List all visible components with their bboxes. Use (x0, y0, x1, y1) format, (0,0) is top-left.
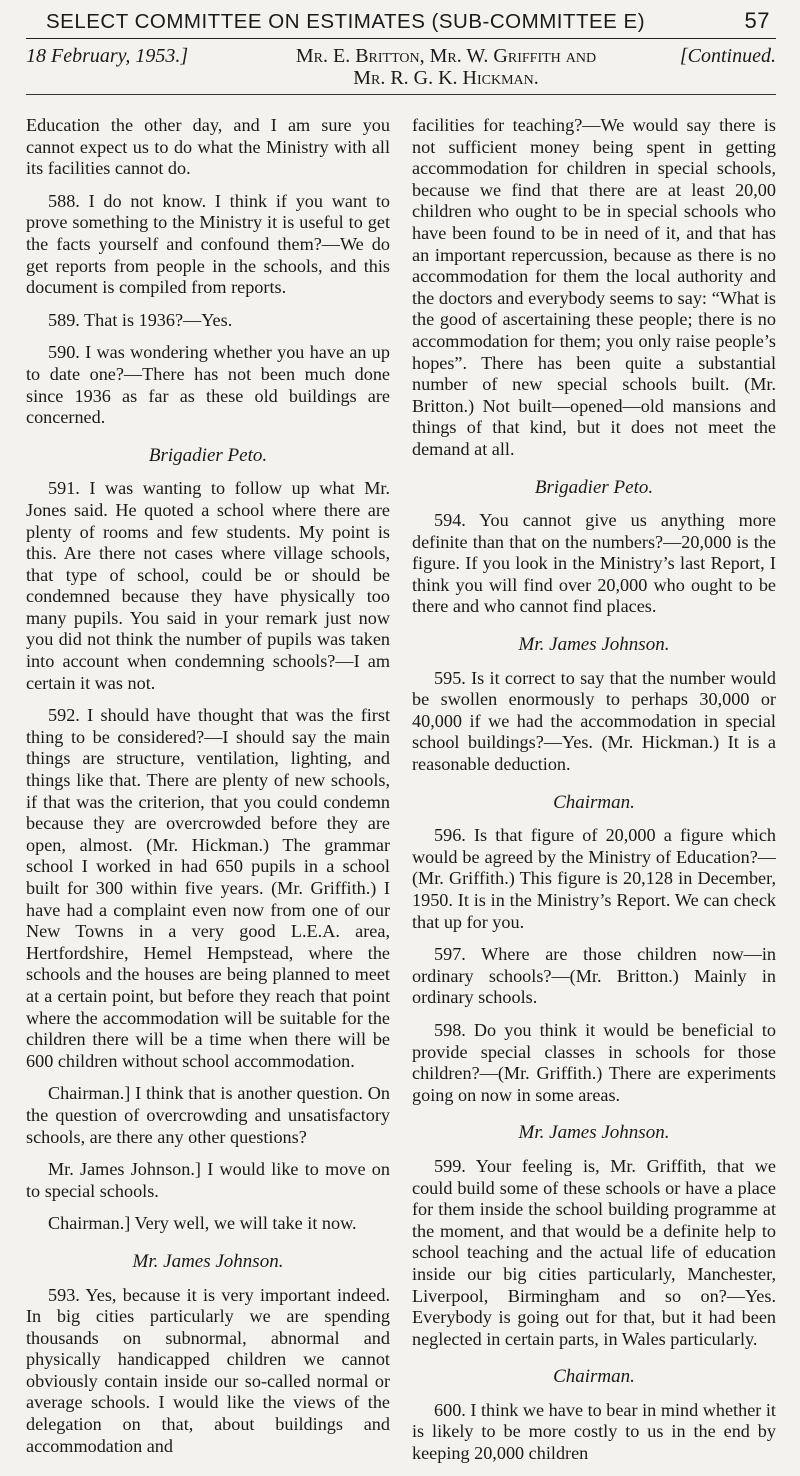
hearing-date: 18 February, 1953.] (26, 45, 189, 67)
question-592: 592. I should have thought that was the first thing to be considered?—I should say the main things are structure, ventilation, lighting, and things like that. There are plenty of new schools, if that was the criterion, that you could condemn because they are overcrowded before they are open, almost. (Mr. Hickman.) The grammar school I worked in had 650 pupils in a school built for 300 within five years. (Mr. Griffith.) I have had a complaint even now from one of our New Towns in a very good L.E.A. area, Hertfordshire, Hemel Hempstead, where the schools and the houses are being planned to meet at a certain point, but before they reach that point where the accommodation will be suitable for the children there will be a time when there will be 600 children without school accommodation. (26, 705, 390, 1071)
speaker-heading: Chairman. (553, 1366, 635, 1388)
left-column (26, 115, 390, 1476)
speaker-heading: Brigadier Peto. (148, 444, 268, 466)
question-595: 595. Is it correct to say that the number would be swollen enormously to perhaps 30,000 or 40,000 if we had the accommodation in special school buildings?—Yes. (Mr. Hickman.) It is a reasonable deduction. (412, 667, 776, 775)
question-593: 593. Yes, because it is very important indeed. In big cities particularly we are spending thousands on subnormal, abnormal and physically handicapped children we cannot obviously contain inside our so-called normal or average schools. I would like the views of the delegation on that, about buildings and accommodation and (26, 1284, 390, 1456)
witness-line (26, 39, 776, 94)
question-590: 590. I was wondering whether you have an up to date one?—There has not been much done since 1936 as far as these old buildings are concerned. (26, 342, 390, 428)
witness-names-line-1: Mr. E. Britton, Mr. W. Griffith and (295, 45, 597, 67)
paragraph: facilities for teaching?—We would say there is not sufficient money being spent in getting accommodation for children in special schools, because we find that there are at least 20,00 children who ought to be in special schools who have been found to be in need of it, and that has an important repercussion, because as there is no accommodation for them the local authority and the doctors and everybody seems to say: “What is the good of ascertaining these people; there is no accommodation for them; you only raise people’s hopes”. There has been quite a substantial number of new special schools built. (Mr. Britton.) Not built—opened—old mansions and things of that kind, but it does not meet the demand at all. (412, 115, 776, 459)
question-594: 594. You cannot give us anything more definite than that on the numbers?—20,000 is the figure. If you look in the Ministry’s last Report, I think you will find over 20,000 who ought to be there and who cannot find places. (412, 510, 776, 617)
question-589: 589. That is 1936?—Yes. (48, 309, 233, 330)
chairman-remark: Chairman.] I think that is another question. On the question of overcrowding and unsatisfactory schools, are there any other questions? (26, 1083, 390, 1147)
right-column (412, 115, 776, 1476)
page-number: 57 (744, 8, 770, 33)
johnson-remark: Mr. James Johnson.] I would like to move on to special schools. (26, 1159, 390, 1201)
speaker-heading: Chairman. (553, 791, 635, 813)
witness-names (216, 45, 656, 89)
witness-rule (26, 94, 776, 95)
speaker-heading: Mr. James Johnson. (518, 1122, 670, 1144)
question-598: 598. Do you think it would be beneficial to provide special classes in schools for those children?—(Mr. Griffith.) There are experiments going on now in some areas. (412, 1019, 776, 1105)
text-columns (26, 115, 776, 1476)
chairman-remark: Chairman.] Very well, we will take it now. (48, 1213, 357, 1234)
speaker-heading: Brigadier Peto. (534, 476, 654, 498)
speaker-heading: Mr. James Johnson. (518, 634, 670, 656)
question-596: 596. Is that figure of 20,000 a figure which would be agreed by the Ministry of Education?—(Mr. Griffith.) This figure is 20,128 in December, 1950. It is in the Ministry’s Report. We can check that up for you. (412, 825, 776, 932)
running-head (26, 0, 776, 34)
speaker-heading: Mr. James Johnson. (132, 1250, 284, 1272)
question-588: 588. I do not know. I think if you want to prove something to the Ministry it is useful to get the facts yourself and confound them?—We do get reports from people in the schools, and this document is compiled from reports. (26, 190, 390, 298)
running-title: SELECT COMMITTEE ON ESTIMATES (SUB-COMMITTEE E) (46, 10, 646, 33)
continued-marker: [Continued. (679, 45, 776, 67)
witness-names-line-2: Mr. R. G. K. Hickman. (353, 67, 539, 89)
question-591: 591. I was wanting to follow up what Mr. Jones said. He quoted a school where there are plenty of rooms and few students. My point is this. Are there not cases where village schools, that type of school, could be or should be condemned because they have physically too many pupils. You said in your remark just now you did not think the number of pupils was taken into account when condemning schools?—I am certain it was not. (26, 478, 390, 693)
question-597: 597. Where are those children now—in ordinary schools?—(Mr. Britton.) Mainly in ordinary schools. (412, 944, 776, 1008)
question-600: 600. I think we have to bear in mind whether it is likely to be more costly to us in the end by keeping 20,000 children (412, 1399, 776, 1464)
paragraph: Education the other day, and I am sure you cannot expect us to do what the Ministry with all its facilities cannot do. (26, 115, 390, 179)
question-599: 599. Your feeling is, Mr. Griffith, that we could build some of these schools or have a place for them inside the school building programme at the moment, and that would be a definite help to school teaching and the actual life of education inside our big cities particularly, Manchester, Liverpool, Birmingham and so on?—Yes. Everybody is going out for that, but it had been neglected in certain parts, in Wales particularly. (412, 1155, 776, 1349)
